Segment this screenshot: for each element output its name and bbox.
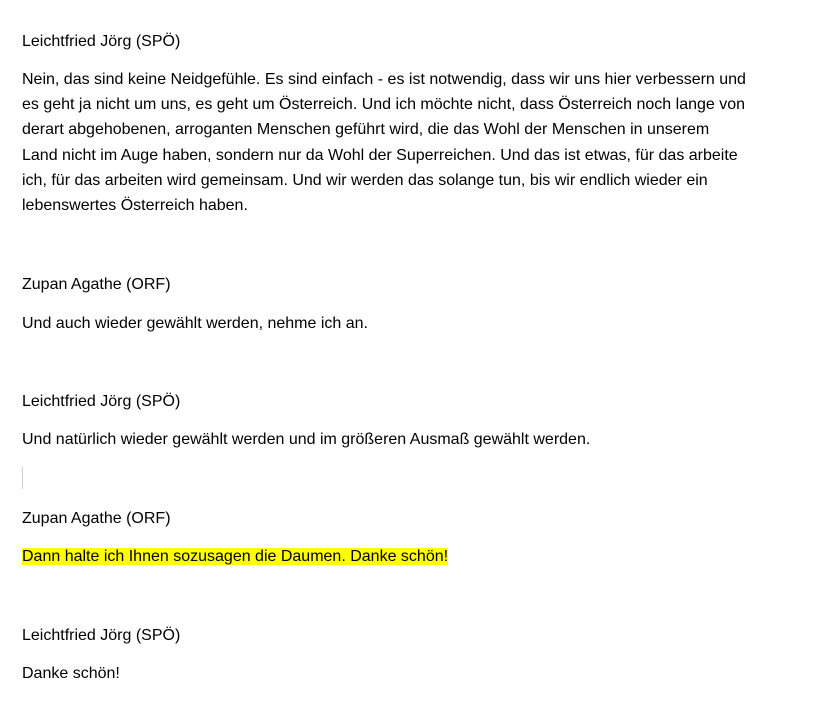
paragraph-line: lebenswertes Österreich haben. (22, 197, 248, 215)
speech-text: Und auch wieder gewählt werden, nehme ich an. (22, 315, 368, 332)
speech-text: Danke schön! (22, 665, 120, 682)
highlighted-text: Dann halte ich Ihnen sozusagen die Daumen. Danke schön! (22, 548, 449, 565)
paragraph-line: Nein, das sind keine Neidgefühle. Es sind einfach - es ist notwendig, dass wir uns hier verbessern und (22, 71, 746, 88)
speech-text-highlighted (22, 547, 448, 567)
text-cursor (22, 467, 23, 489)
paragraph-line: ich, für das arbeiten wird gemeinsam. Und wir werden das solange tun, bis wir endlich wieder ein (22, 171, 708, 189)
speech-paragraph (22, 67, 822, 218)
paragraph-line: es geht ja nicht um uns, es geht um Österreich. Und ich möchte nicht, dass Österreich noch lange von (22, 96, 746, 114)
speaker-label: Leichtfried Jörg (SPÖ) (22, 33, 181, 50)
speaker-label: Zupan Agathe (ORF) (22, 510, 171, 527)
paragraph-line: derart abgehobenen, arroganten Menschen geführt wird, die das Wohl der Menschen in unserem (22, 121, 710, 139)
speech-text: Und natürlich wieder gewählt werden und im größeren Ausmaß gewählt werden. (22, 431, 591, 448)
speaker-label: Leichtfried Jörg (SPÖ) (22, 393, 181, 410)
paragraph-line: Land nicht im Auge haben, sondern nur da Wohl der Superreichen. Und das ist etwas, für das arbeite (22, 146, 738, 164)
speaker-label: Leichtfried Jörg (SPÖ) (22, 627, 181, 644)
speaker-label: Zupan Agathe (ORF) (22, 276, 171, 293)
